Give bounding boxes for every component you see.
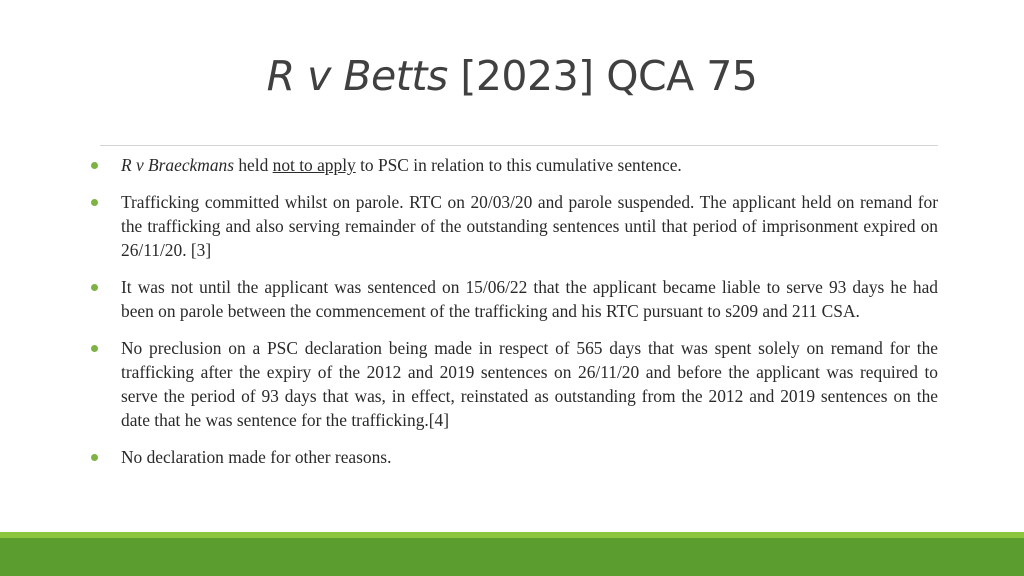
title-citation: [2023] QCA 75 <box>460 52 758 100</box>
bullet-5-text: No declaration made for other reasons. <box>121 447 392 467</box>
bullet-item-3 <box>88 275 938 323</box>
bullet-dot-icon <box>91 284 98 291</box>
case-reference: R v Braeckmans <box>121 155 234 175</box>
bullet-dot-icon <box>91 345 98 352</box>
bullet-1-text-a: held <box>234 155 273 175</box>
slide-title <box>0 52 1024 100</box>
bullet-dot-icon <box>91 162 98 169</box>
bullet-item-4 <box>88 336 938 432</box>
bullet-2-text: Trafficking committed whilst on parole. RTC on 20/03/20 and parole suspended. The applicant held on remand for the trafficking and also serving remainder of the outstanding sentences until that period of imprisonment expired on 26/11/20. [3] <box>121 192 938 260</box>
bullet-1-text-b: to PSC in relation to this cumulative sentence. <box>355 155 682 175</box>
footer-band-dark <box>0 538 1024 576</box>
bullet-3-text: It was not until the applicant was sentenced on 15/06/22 that the applicant became liable to serve 93 days he had been on parole between the commencement of the trafficking and his RTC pursuant to s209 and 211 CSA. <box>121 277 938 321</box>
bullet-4-text: No preclusion on a PSC declaration being made in respect of 565 days that was spent solely on remand for the trafficking after the expiry of the 2012 and 2019 sentences on 26/11/20 and before the applicant was required to serve the period of 93 days that was, in effect, reinstated as outstanding from the 2012 and 2019 sentences on the date that he was sentence for the trafficking.[4] <box>121 338 938 430</box>
bullet-item-2 <box>88 190 938 262</box>
bullet-1-underlined: not to apply <box>272 155 356 175</box>
bullet-item-1 <box>88 153 938 177</box>
title-divider <box>100 145 938 146</box>
bullet-list <box>88 153 938 482</box>
bullet-dot-icon <box>91 454 98 461</box>
bullet-item-5 <box>88 445 938 469</box>
title-case-name: R v Betts <box>266 52 448 100</box>
bullet-dot-icon <box>91 199 98 206</box>
